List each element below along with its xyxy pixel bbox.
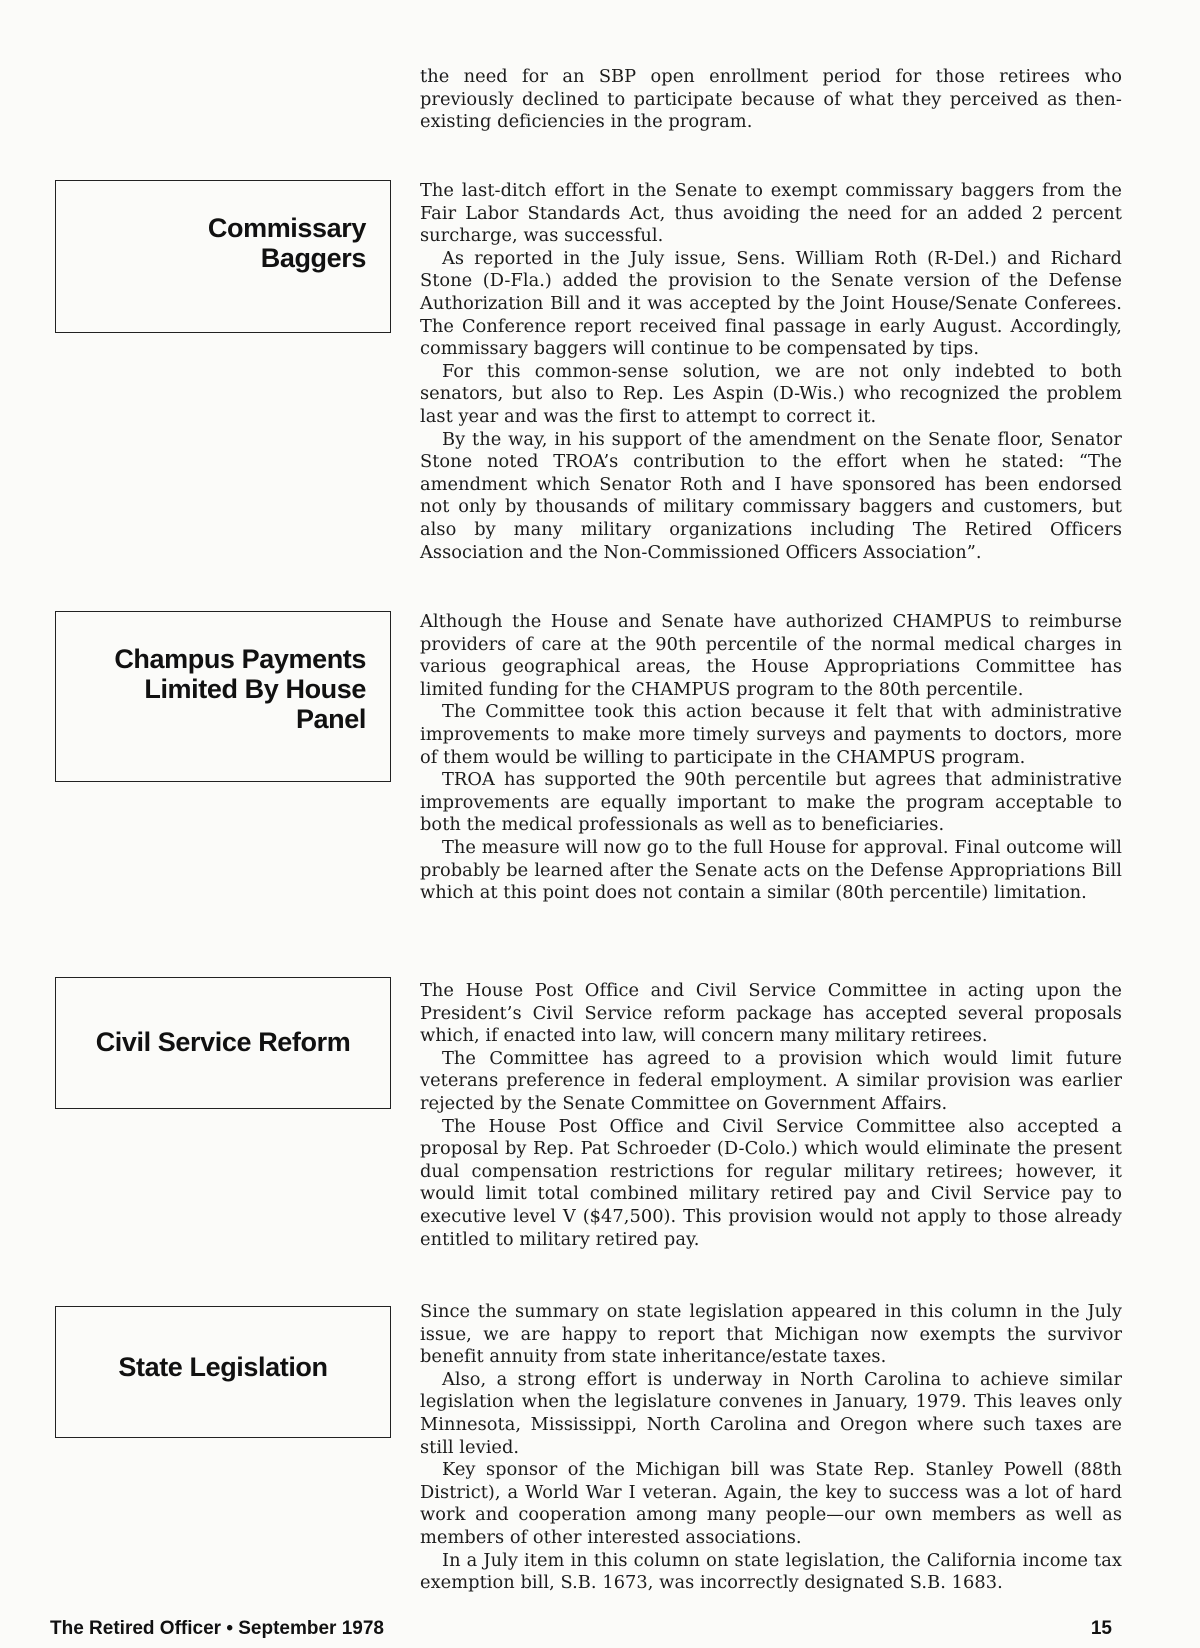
section-heading-box-civil-service-reform <box>55 977 391 1109</box>
body-paragraph: TROA has supported the 90th percentile but agrees that administrative improvements are equally important to make the program acceptable to both the medical professionals as well as to beneficiaries. <box>420 769 1122 836</box>
section-heading-state-legislation: State Legislation <box>118 1352 328 1382</box>
section-body-champus-payments <box>420 611 1122 905</box>
section-heading-civil-service-reform: Civil Service Reform <box>95 1027 351 1057</box>
intro-text-block <box>420 66 1122 134</box>
body-paragraph: The last-ditch effort in the Senate to exempt commissary baggers from the Fair Labor Standards Act, thus avoiding the need for an added 2 percent surcharge, was successful. <box>420 180 1122 247</box>
section-heading-champus-payments: Champus Payments Limited By House Panel <box>114 644 366 734</box>
section-body-commissary-baggers <box>420 180 1122 564</box>
intro-paragraph: the need for an SBP open enrollment period for those retirees who previously declined to participate because of what they perceived as then-existing deficiencies in the program. <box>420 66 1122 133</box>
body-paragraph: Also, a strong effort is underway in North Carolina to achieve similar legislation when the legislature convenes in January, 1979. This leaves only Minnesota, Mississippi, North Carolina and Oregon where such taxes are still levied. <box>420 1368 1122 1458</box>
body-paragraph: The Committee has agreed to a provision which would limit future veterans preference in federal employment. A similar provision was earlier rejected by the Senate Committee on Government Affairs. <box>420 1047 1122 1114</box>
body-paragraph: The measure will now go to the full House for approval. Final outcome will probably be learned after the Senate acts on the Defense Appropriations Bill which at this point does not contain a similar (80th percentile) limitation. <box>420 836 1122 904</box>
section-heading-box-state-legislation <box>55 1306 391 1438</box>
section-heading-box-champus-payments <box>55 611 391 782</box>
body-paragraph: The House Post Office and Civil Service Committee in acting upon the President’s Civil Service reform package has accepted several proposals which, if enacted into law, will concern many military retirees. <box>420 980 1122 1047</box>
body-paragraph: The House Post Office and Civil Service Committee also accepted a proposal by Rep. Pat Schroeder (D-Colo.) which would eliminate the present dual compensation restrictions for regular military retirees; however, it would limit total combined military retired pay and Civil Service pay to executive level V ($47,500). This provision would not apply to those already entitled to military retired pay. <box>420 1115 1122 1250</box>
body-paragraph: The Committee took this action because it felt that with administrative improvements to make more timely surveys and payments to doctors, more of them would be willing to participate in the CHAMPUS program. <box>420 701 1122 768</box>
body-paragraph: Key sponsor of the Michigan bill was State Rep. Stanley Powell (88th District), a World War I veteran. Again, the key to success was a lot of hard work and cooperation among many people—our own members as well as members of other interested associations. <box>420 1459 1122 1548</box>
body-paragraph: In a July item in this column on state legislation, the California income tax exemption bill, S.B. 1673, was incorrectly designated S.B. 1683. <box>420 1549 1122 1594</box>
section-heading-commissary-baggers: Commissary Baggers <box>207 213 366 273</box>
body-paragraph: Since the summary on state legislation appeared in this column in the July issue, we are happy to report that Michigan now exempts the survivor benefit annuity from state inheritance/estate taxes. <box>420 1301 1122 1368</box>
body-paragraph: By the way, in his support of the amendment on the Senate floor, Senator Stone noted TROA’s contribution to the effort when he stated: “The amendment which Senator Roth and I have sponsored has been endorsed not only by thousands of military commissary baggers and customers, but also by many military organizations including The Retired Officers Association and the Non-Commissioned Officers Association”. <box>420 428 1122 563</box>
section-body-civil-service-reform <box>420 980 1122 1251</box>
body-paragraph: As reported in the July issue, Sens. William Roth (R-Del.) and Richard Stone (D-Fla.) added the provision to the Senate version of the Defense Authorization Bill and it was accepted by the Joint House/Senate Conferees. The Conference report received final passage in early August. Accordingly, commissary baggers will continue to be compensated by tips. <box>420 247 1122 360</box>
section-heading-box-commissary-baggers <box>55 180 391 333</box>
footer-publication: The Retired Officer • September 1978 <box>50 1618 384 1639</box>
footer-page-number: 15 <box>1090 1618 1112 1639</box>
body-paragraph: For this common-sense solution, we are not only indebted to both senators, but also to Rep. Les Aspin (D-Wis.) who recognized the problem last year and was the first to attempt to correct it. <box>420 360 1122 427</box>
body-paragraph: Although the House and Senate have authorized CHAMPUS to reimburse providers of care at the 90th percentile of the normal medical charges in various geographical areas, the House Appropriations Committee has limited funding for the CHAMPUS program to the 80th percentile. <box>420 611 1122 700</box>
section-body-state-legislation <box>420 1301 1122 1595</box>
